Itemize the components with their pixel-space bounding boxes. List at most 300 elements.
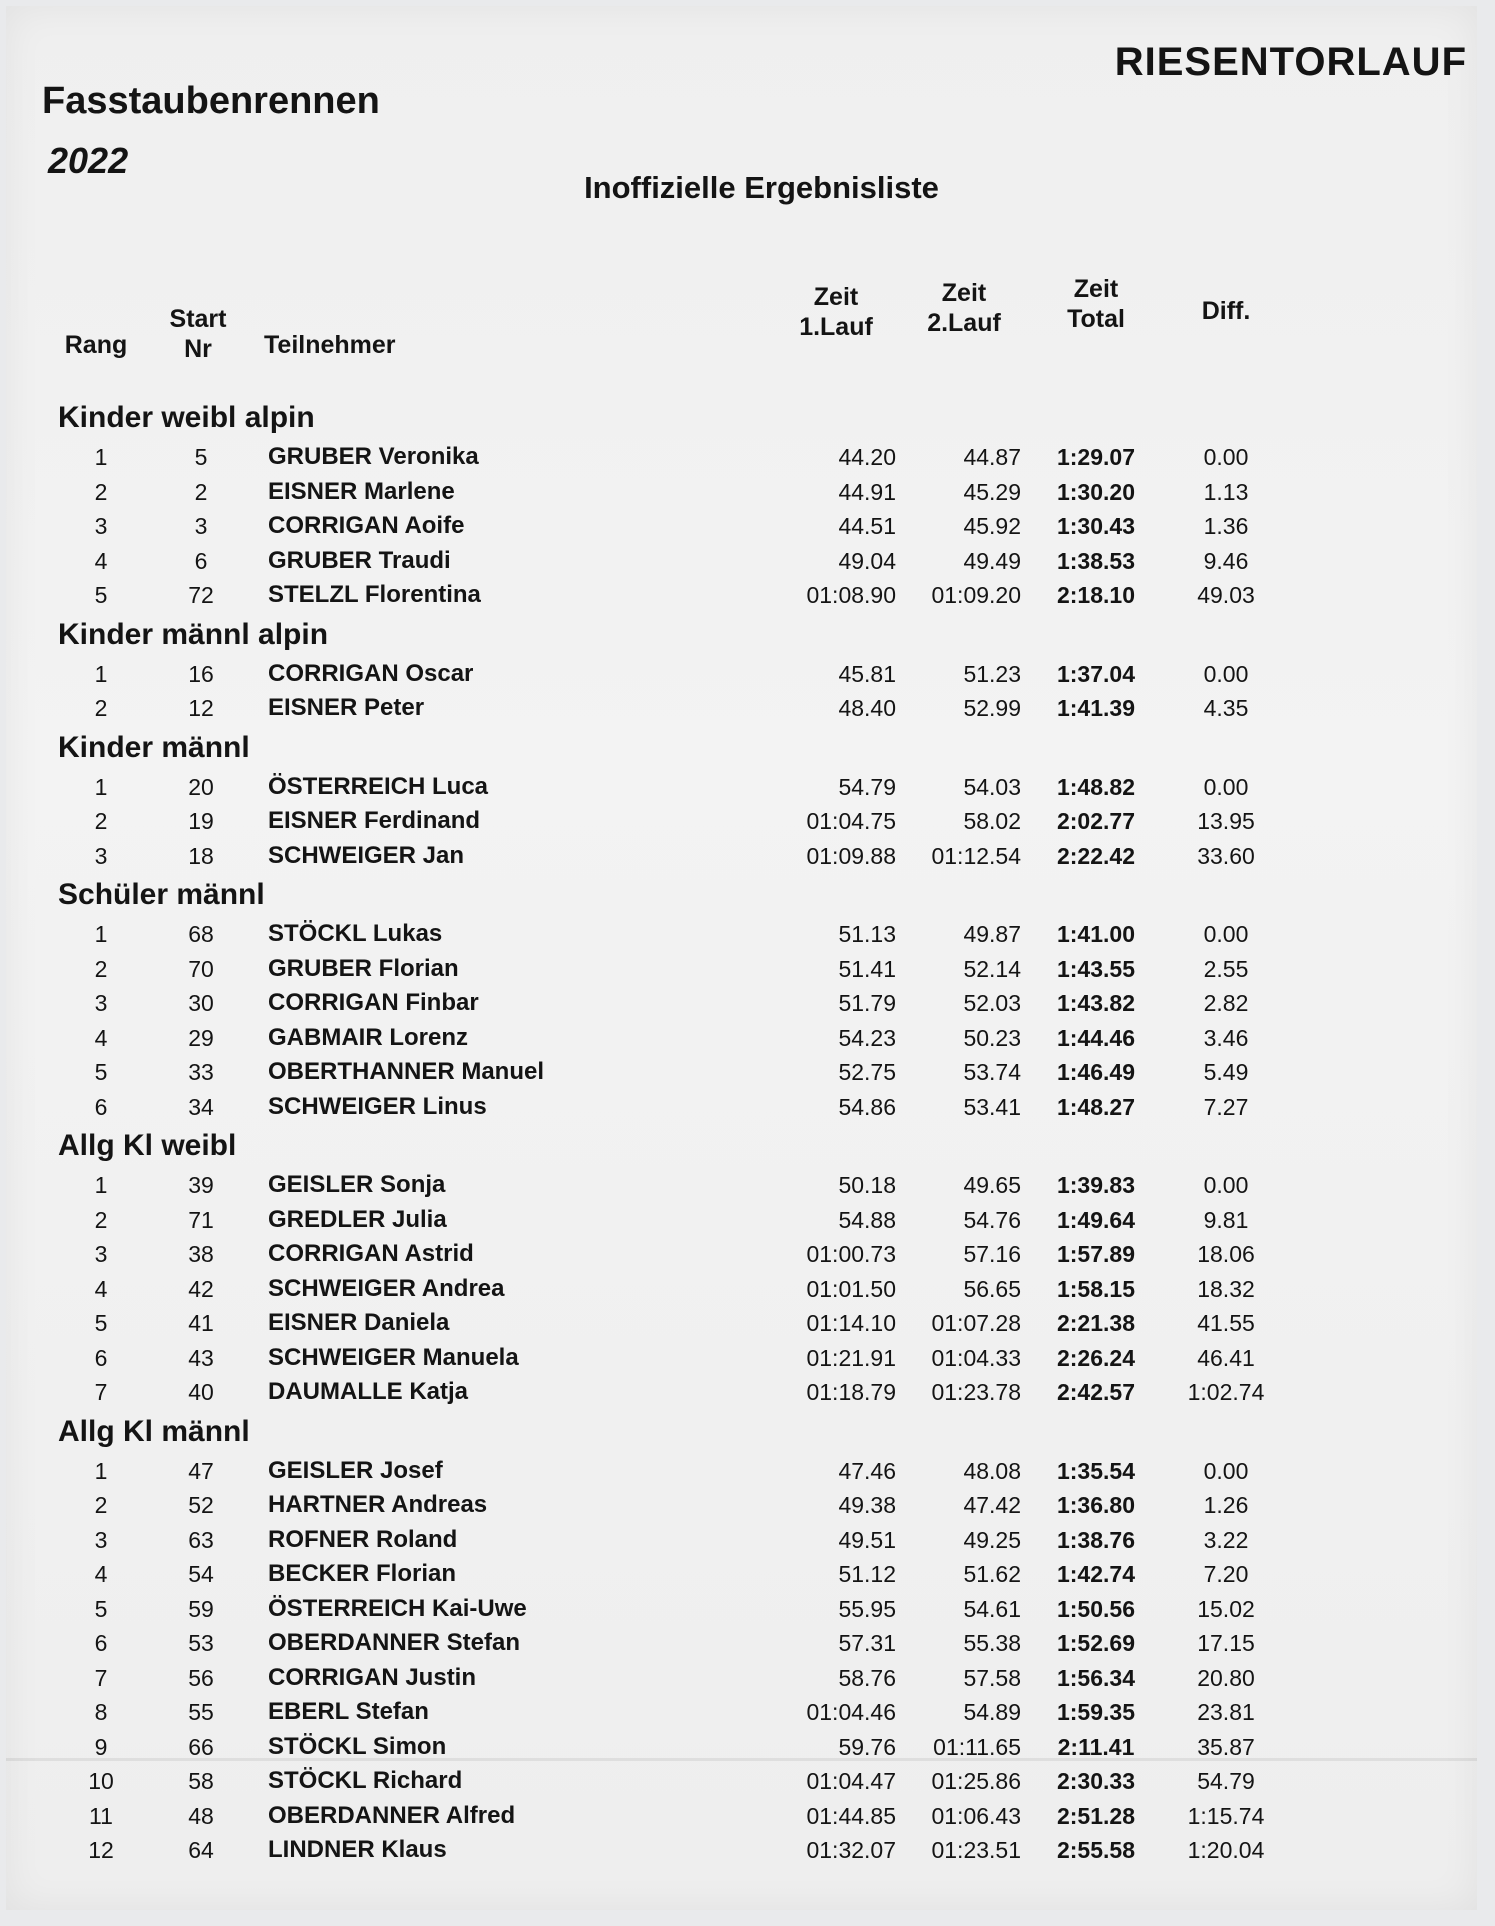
result-row [6, 1168, 1477, 1203]
participant-name: GRUBER Florian [268, 954, 459, 982]
time-run1-cell: 51.79 [838, 990, 896, 1016]
start-nr-cell: 43 [188, 1344, 214, 1371]
time-run1-cell: 49.38 [838, 1492, 896, 1518]
time-run2-cell: 01:23.51 [931, 1837, 1021, 1863]
diff-cell: 0.00 [1203, 773, 1249, 800]
start-nr-cell: 52 [188, 1492, 214, 1518]
rank-cell: 7 [94, 1664, 108, 1691]
time-run2-cell: 50.23 [963, 1024, 1021, 1051]
participant-name: LINDNER Klaus [268, 1836, 447, 1863]
category-title: Kinder männl alpin [58, 617, 329, 651]
category-title: Kinder weibl alpin [58, 401, 315, 434]
rank-cell: 3 [94, 513, 108, 539]
time-run1-cell: 54.79 [838, 773, 896, 800]
participant-name: STÖCKL Simon [268, 1732, 447, 1760]
time-total-cell: 1:35.54 [1056, 1457, 1135, 1484]
time-run2-cell: 01:06.43 [931, 1802, 1021, 1829]
participant-name: STELZL Florentina [268, 581, 481, 608]
time-total-cell: 1:39.83 [1056, 1172, 1135, 1198]
category-title: Kinder männl [58, 730, 250, 764]
rank-cell: 3 [94, 842, 108, 869]
time-total-cell: 2:21.38 [1056, 1310, 1135, 1336]
participant-name: HARTNER Andreas [268, 1491, 488, 1518]
rank-cell: 12 [88, 1837, 114, 1863]
time-run2-cell: 01:23.78 [931, 1379, 1021, 1405]
diff-cell: 17.15 [1197, 1630, 1255, 1656]
time-run1-cell: 51.41 [838, 955, 896, 982]
rank-cell: 4 [94, 1561, 108, 1587]
time-run1-cell: 01:00.73 [806, 1241, 896, 1267]
participant-name: CORRIGAN Finbar [268, 989, 479, 1016]
category-title: Allg Kl männl [58, 1414, 250, 1448]
time-total-cell: 1:41.39 [1056, 695, 1135, 721]
result-row [6, 804, 1477, 839]
diff-cell: 1.36 [1203, 513, 1249, 539]
rank-cell: 4 [94, 547, 108, 574]
time-total-cell: 1:41.00 [1056, 921, 1135, 947]
time-run1-cell: 54.23 [838, 1024, 896, 1051]
time-total-cell: 1:50.56 [1056, 1595, 1135, 1622]
rank-cell: 6 [94, 1344, 108, 1371]
start-nr-cell: 55 [188, 1699, 214, 1725]
rank-cell: 5 [94, 1310, 108, 1336]
time-total-cell: 1:30.20 [1056, 478, 1135, 505]
time-run1-cell: 54.88 [838, 1206, 896, 1233]
start-nr-cell: 53 [188, 1630, 214, 1656]
time-total-cell: 1:42.74 [1056, 1561, 1135, 1587]
participant-name: SCHWEIGER Manuela [268, 1343, 519, 1371]
result-row [6, 952, 1477, 987]
participant-name: EISNER Daniela [268, 1309, 450, 1336]
diff-cell: 3.22 [1203, 1526, 1249, 1553]
rank-cell: 4 [94, 1275, 108, 1302]
time-run1-cell: 50.18 [838, 1172, 896, 1198]
diff-cell: 2.82 [1203, 990, 1249, 1016]
start-nr-cell: 54 [188, 1561, 214, 1587]
diff-cell: 13.95 [1197, 808, 1255, 834]
start-nr-cell: 71 [188, 1206, 214, 1233]
start-nr-cell: 48 [188, 1802, 214, 1829]
time-run1-cell: 57.31 [838, 1630, 896, 1656]
result-row [6, 1661, 1477, 1696]
diff-cell: 0.00 [1203, 921, 1249, 947]
diff-cell: 23.81 [1197, 1699, 1255, 1725]
participant-name: ÖSTERREICH Kai-Uwe [268, 1594, 527, 1622]
start-nr-cell: 56 [188, 1664, 214, 1691]
start-nr-cell: 42 [188, 1275, 214, 1302]
start-nr-cell: 16 [188, 660, 214, 687]
column-headers [6, 268, 1477, 368]
time-run1-cell: 01:04.47 [806, 1768, 896, 1794]
result-row [6, 691, 1477, 726]
result-row [6, 1272, 1477, 1307]
rank-cell: 6 [94, 1093, 108, 1120]
result-row [6, 1055, 1477, 1090]
rank-cell: 7 [94, 1379, 108, 1405]
result-row [6, 578, 1477, 613]
rank-cell: 5 [94, 1595, 108, 1622]
participant-name: STÖCKL Lukas [268, 920, 443, 947]
column-header-time1: Zeit 1.Lauf [799, 283, 873, 341]
diff-cell: 1.26 [1203, 1492, 1249, 1518]
result-row [6, 1375, 1477, 1410]
start-nr-cell: 58 [188, 1768, 214, 1794]
time-total-cell: 1:38.53 [1056, 547, 1135, 574]
time-total-cell: 1:30.43 [1056, 513, 1135, 539]
participant-name: CORRIGAN Oscar [268, 659, 474, 687]
result-row [6, 1454, 1477, 1489]
diff-cell: 18.32 [1197, 1275, 1255, 1302]
time-run1-cell: 01:01.50 [806, 1275, 896, 1302]
start-nr-cell: 39 [188, 1172, 214, 1198]
column-header-rank: Rang [64, 331, 128, 359]
category-section [6, 873, 1477, 1124]
category-section [6, 1410, 1477, 1868]
rank-cell: 2 [94, 1492, 108, 1518]
time-run2-cell: 49.87 [963, 921, 1021, 947]
diff-cell: 0.00 [1203, 1172, 1249, 1198]
time-run2-cell: 54.76 [963, 1206, 1021, 1233]
time-total-cell: 2:11.41 [1057, 1733, 1135, 1760]
time-total-cell: 1:43.55 [1056, 955, 1135, 982]
start-nr-cell: 40 [188, 1379, 214, 1405]
list-title: Inoffizielle Ergebnisliste [584, 170, 939, 205]
result-row [6, 1626, 1477, 1661]
time-run1-cell: 01:08.90 [806, 582, 896, 608]
rank-cell: 1 [94, 660, 108, 687]
time-run1-cell: 01:44.85 [806, 1802, 896, 1829]
time-total-cell: 2:30.33 [1056, 1768, 1135, 1794]
rank-cell: 1 [94, 444, 108, 470]
start-nr-cell: 70 [188, 955, 214, 982]
result-row [6, 1488, 1477, 1523]
diff-cell: 7.27 [1203, 1093, 1249, 1120]
result-row [6, 1237, 1477, 1272]
participant-name: EISNER Peter [268, 694, 425, 721]
participant-name: CORRIGAN Justin [268, 1663, 477, 1691]
diff-cell: 15.02 [1197, 1595, 1255, 1622]
time-run2-cell: 52.03 [963, 990, 1021, 1016]
time-total-cell: 2:55.58 [1056, 1837, 1135, 1863]
participant-name: DAUMALLE Katja [268, 1378, 469, 1405]
rank-cell: 8 [94, 1699, 108, 1725]
time-total-cell: 2:02.77 [1056, 808, 1135, 834]
result-row [6, 1341, 1477, 1376]
start-nr-cell: 33 [188, 1059, 214, 1085]
participant-name: GRUBER Traudi [268, 546, 451, 574]
time-run1-cell: 01:04.75 [806, 808, 896, 834]
time-run1-cell: 54.86 [838, 1093, 896, 1120]
diff-cell: 7.20 [1203, 1561, 1249, 1587]
time-run2-cell: 54.03 [963, 773, 1021, 800]
rank-cell: 5 [94, 1059, 108, 1085]
diff-cell: 4.35 [1203, 695, 1249, 721]
start-nr-cell: 29 [188, 1024, 214, 1051]
participant-name: ÖSTERREICH Luca [268, 772, 489, 800]
rank-cell: 11 [89, 1802, 113, 1829]
result-row [6, 657, 1477, 692]
rank-cell: 2 [94, 695, 108, 721]
diff-cell: 1.13 [1203, 478, 1249, 505]
result-row [6, 544, 1477, 579]
paper-fold-line [6, 1758, 1477, 1761]
time-run2-cell: 45.29 [963, 478, 1021, 505]
start-nr-cell: 19 [188, 808, 214, 834]
participant-name: EISNER Ferdinand [268, 807, 481, 834]
rank-cell: 10 [88, 1768, 114, 1794]
column-header-diff: Diff. [1201, 297, 1251, 325]
result-row [6, 1557, 1477, 1592]
participant-name: EISNER Marlene [268, 477, 455, 505]
time-total-cell: 1:48.27 [1056, 1093, 1135, 1120]
results-sheet [6, 6, 1477, 1910]
race-type: RIESENTORLAUF [1114, 40, 1467, 84]
time-total-cell: 1:36.80 [1056, 1492, 1135, 1518]
diff-cell: 1:20.04 [1187, 1837, 1265, 1863]
time-run1-cell: 49.51 [838, 1526, 896, 1553]
category-section [6, 613, 1477, 726]
participant-name: CORRIGAN Astrid [268, 1240, 474, 1267]
start-nr-cell: 38 [188, 1241, 214, 1267]
time-run2-cell: 01:09.20 [931, 582, 1021, 608]
participant-name: SCHWEIGER Andrea [268, 1274, 505, 1302]
result-row [6, 475, 1477, 510]
time-total-cell: 1:44.46 [1056, 1024, 1135, 1051]
rank-cell: 2 [94, 1206, 108, 1233]
start-nr-cell: 3 [194, 513, 208, 539]
diff-cell: 1:15.74 [1187, 1802, 1265, 1829]
rank-cell: 1 [94, 773, 108, 800]
time-run2-cell: 01:04.33 [931, 1344, 1021, 1371]
time-run1-cell: 49.04 [838, 547, 896, 574]
start-nr-cell: 5 [194, 444, 208, 470]
time-run1-cell: 01:09.88 [806, 842, 896, 869]
time-run2-cell: 54.61 [963, 1595, 1021, 1622]
rank-cell: 3 [94, 1526, 108, 1553]
diff-cell: 1:02.74 [1187, 1379, 1265, 1405]
rank-cell: 1 [94, 921, 108, 947]
participant-name: OBERDANNER Stefan [268, 1629, 521, 1656]
rank-cell: 2 [94, 955, 108, 982]
diff-cell: 46.41 [1197, 1344, 1255, 1371]
time-run2-cell: 57.58 [963, 1664, 1021, 1691]
rank-cell: 6 [94, 1630, 108, 1656]
participant-name: ROFNER Roland [268, 1525, 458, 1553]
time-run2-cell: 56.65 [963, 1275, 1021, 1302]
column-header-total: Zeit Total [1067, 275, 1125, 333]
time-run1-cell: 44.91 [838, 478, 896, 505]
start-nr-cell: 6 [194, 547, 208, 574]
time-run1-cell: 48.40 [838, 695, 896, 721]
diff-cell: 54.79 [1197, 1768, 1255, 1794]
start-nr-cell: 63 [188, 1526, 214, 1553]
diff-cell: 9.46 [1203, 547, 1249, 574]
start-nr-cell: 2 [194, 478, 208, 505]
participant-name: SCHWEIGER Jan [268, 841, 465, 869]
result-row [6, 1833, 1477, 1868]
category-section [6, 396, 1477, 613]
time-run1-cell: 01:14.10 [806, 1310, 896, 1336]
diff-cell: 2.55 [1203, 955, 1249, 982]
rank-cell: 3 [94, 1241, 108, 1267]
results-list [6, 396, 1477, 1868]
diff-cell: 0.00 [1203, 444, 1249, 470]
time-run2-cell: 57.16 [963, 1241, 1021, 1267]
participant-name: OBERDANNER Alfred [268, 1801, 516, 1829]
participant-name: GEISLER Josef [268, 1456, 443, 1484]
time-run1-cell: 44.20 [838, 444, 896, 470]
time-total-cell: 2:51.28 [1056, 1802, 1135, 1829]
time-total-cell: 1:48.82 [1056, 773, 1135, 800]
result-row [6, 1203, 1477, 1238]
participant-name: GREDLER Julia [268, 1205, 447, 1233]
time-run2-cell: 53.41 [963, 1093, 1021, 1120]
time-run2-cell: 49.65 [963, 1172, 1021, 1198]
time-run2-cell: 48.08 [963, 1457, 1021, 1484]
category-title: Allg Kl weibl [58, 1129, 237, 1162]
time-run1-cell: 51.13 [838, 921, 896, 947]
result-row [6, 1799, 1477, 1834]
time-run2-cell: 49.49 [963, 547, 1021, 574]
time-run1-cell: 01:21.91 [806, 1344, 896, 1371]
time-total-cell: 1:59.35 [1056, 1699, 1135, 1725]
column-header-start-nr: Start Nr [169, 305, 227, 363]
time-run2-cell: 58.02 [963, 808, 1021, 834]
time-run1-cell: 01:18.79 [806, 1379, 896, 1405]
time-run2-cell: 01:11.65 [933, 1733, 1021, 1760]
start-nr-cell: 12 [188, 695, 214, 721]
time-total-cell: 1:29.07 [1056, 444, 1135, 470]
time-run1-cell: 44.51 [838, 513, 896, 539]
event-year: 2022 [48, 140, 129, 181]
time-total-cell: 2:26.24 [1056, 1344, 1135, 1371]
start-nr-cell: 68 [188, 921, 214, 947]
participant-name: GEISLER Sonja [268, 1171, 446, 1198]
start-nr-cell: 20 [188, 773, 214, 800]
column-header-participant: Teilnehmer [264, 331, 396, 359]
result-row [6, 440, 1477, 475]
time-total-cell: 1:43.82 [1056, 990, 1135, 1016]
diff-cell: 0.00 [1203, 1457, 1249, 1484]
time-run2-cell: 47.42 [963, 1492, 1021, 1518]
result-row [6, 770, 1477, 805]
diff-cell: 0.00 [1203, 660, 1249, 687]
time-total-cell: 1:57.89 [1056, 1241, 1135, 1267]
time-run1-cell: 58.76 [838, 1664, 896, 1691]
participant-name: EBERL Stefan [268, 1698, 429, 1725]
diff-cell: 9.81 [1203, 1206, 1249, 1233]
rank-cell: 3 [94, 990, 108, 1016]
result-row [6, 1090, 1477, 1125]
time-run2-cell: 45.92 [963, 513, 1021, 539]
rank-cell: 5 [94, 582, 108, 608]
time-total-cell: 1:52.69 [1056, 1630, 1135, 1656]
start-nr-cell: 41 [188, 1310, 214, 1336]
rank-cell: 1 [94, 1457, 108, 1484]
time-run2-cell: 51.62 [963, 1561, 1021, 1587]
time-total-cell: 1:46.49 [1056, 1059, 1135, 1085]
time-run2-cell: 01:25.86 [931, 1768, 1021, 1794]
result-row [6, 1764, 1477, 1799]
result-row [6, 839, 1477, 874]
start-nr-cell: 66 [188, 1733, 214, 1760]
rank-cell: 1 [94, 1172, 108, 1198]
result-row [6, 509, 1477, 544]
time-run1-cell: 59.76 [838, 1733, 896, 1760]
time-total-cell: 2:18.10 [1056, 582, 1135, 608]
result-row [6, 917, 1477, 952]
time-total-cell: 1:38.76 [1056, 1526, 1135, 1553]
time-run2-cell: 52.14 [963, 955, 1021, 982]
diff-cell: 20.80 [1197, 1664, 1255, 1691]
diff-cell: 18.06 [1197, 1241, 1255, 1267]
result-row [6, 1592, 1477, 1627]
start-nr-cell: 47 [188, 1457, 214, 1484]
diff-cell: 49.03 [1197, 582, 1255, 608]
diff-cell: 33.60 [1197, 842, 1255, 869]
participant-name: CORRIGAN Aoife [268, 512, 465, 539]
participant-name: SCHWEIGER Linus [268, 1092, 487, 1120]
time-run2-cell: 52.99 [963, 695, 1021, 721]
time-run2-cell: 49.25 [963, 1526, 1021, 1553]
time-run2-cell: 51.23 [963, 660, 1021, 687]
participant-name: STÖCKL Richard [268, 1767, 463, 1794]
result-row [6, 986, 1477, 1021]
time-total-cell: 2:42.57 [1056, 1379, 1135, 1405]
time-run2-cell: 54.89 [963, 1699, 1021, 1725]
time-run1-cell: 52.75 [838, 1059, 896, 1085]
time-run1-cell: 01:32.07 [806, 1837, 896, 1863]
time-run1-cell: 51.12 [838, 1561, 896, 1587]
rank-cell: 2 [94, 478, 108, 505]
time-total-cell: 2:22.42 [1056, 842, 1135, 869]
rank-cell: 2 [94, 808, 108, 834]
category-title: Schüler männl [58, 878, 265, 911]
time-run2-cell: 53.74 [963, 1059, 1021, 1085]
start-nr-cell: 30 [188, 990, 214, 1016]
time-run2-cell: 44.87 [963, 444, 1021, 470]
time-total-cell: 1:49.64 [1056, 1206, 1135, 1233]
category-section [6, 726, 1477, 874]
diff-cell: 3.46 [1203, 1024, 1249, 1051]
diff-cell: 5.49 [1203, 1059, 1249, 1085]
time-run1-cell: 55.95 [838, 1595, 896, 1622]
time-run2-cell: 01:07.28 [931, 1310, 1021, 1336]
start-nr-cell: 34 [188, 1093, 214, 1120]
participant-name: GRUBER Veronika [268, 443, 479, 470]
column-header-time2: Zeit 2.Lauf [927, 279, 1001, 337]
result-row [6, 1695, 1477, 1730]
time-total-cell: 1:37.04 [1056, 660, 1135, 687]
time-total-cell: 1:56.34 [1056, 1664, 1135, 1691]
time-run2-cell: 01:12.54 [931, 842, 1021, 869]
diff-cell: 35.87 [1197, 1733, 1255, 1760]
result-row [6, 1021, 1477, 1056]
category-section [6, 1124, 1477, 1410]
start-nr-cell: 72 [188, 582, 214, 608]
result-row [6, 1306, 1477, 1341]
time-total-cell: 1:58.15 [1056, 1275, 1135, 1302]
start-nr-cell: 64 [188, 1837, 214, 1863]
start-nr-cell: 18 [188, 842, 214, 869]
participant-name: GABMAIR Lorenz [268, 1023, 468, 1051]
rank-cell: 4 [94, 1024, 108, 1051]
time-run1-cell: 45.81 [838, 660, 896, 687]
time-run2-cell: 55.38 [963, 1630, 1021, 1656]
rank-cell: 9 [94, 1733, 108, 1760]
start-nr-cell: 59 [188, 1595, 214, 1622]
time-run1-cell: 47.46 [838, 1457, 896, 1484]
